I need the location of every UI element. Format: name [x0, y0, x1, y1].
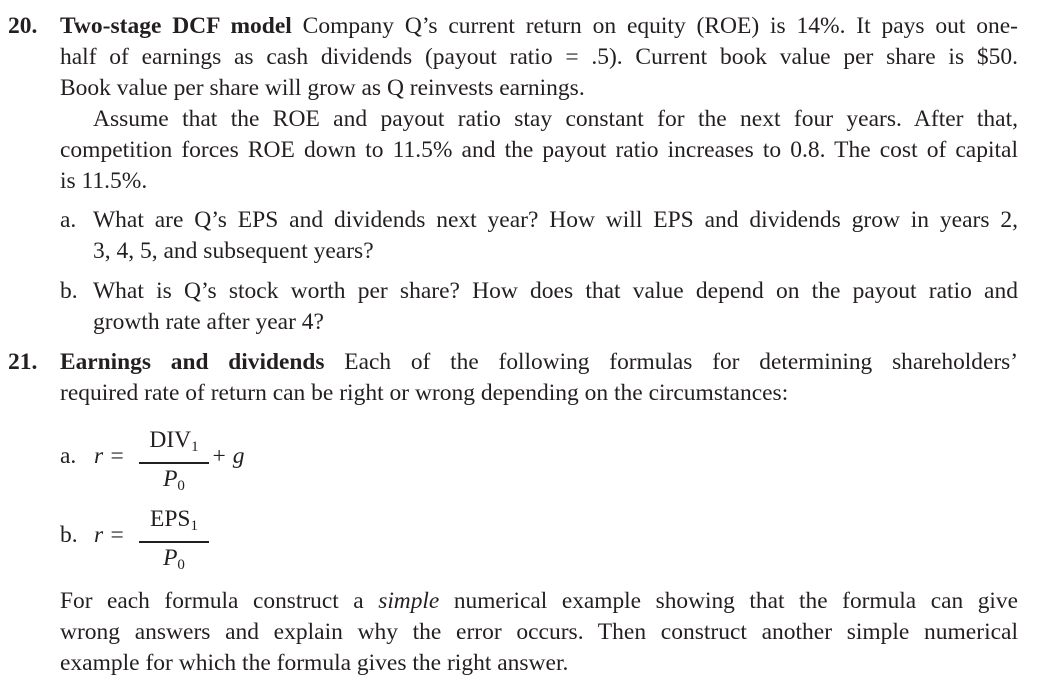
- problem-21-para-line-1: [60, 586, 1018, 616]
- problem-20-line-5: competition forces ROE down to 11.5% and the payout ratio increases to 0.8. The cost of capital: [60, 137, 1018, 163]
- formula-b-label: b.: [60, 522, 78, 548]
- formula-b-fraction: [139, 504, 209, 580]
- problem-20-line-1: [60, 11, 1018, 41]
- problem-21-number: 21.: [8, 349, 38, 375]
- formula-a-denominator-sub: 0: [177, 477, 185, 494]
- formula-b-numerator-sub: 1: [190, 518, 198, 534]
- problem-20-number: 20.: [8, 13, 38, 39]
- problem-20b-line-1: What is Q’s stock worth per share? How does that value depend on the payout ratio and: [93, 278, 1018, 304]
- problem-21-para-line-1-pre: For each formula construct a: [60, 588, 364, 614]
- problem-20-line-3: Book value per share will grow as Q reinvests earnings.: [60, 75, 585, 101]
- problem-21-heading: Earnings and dividends: [60, 349, 325, 375]
- problem-20-line-2: half of earnings as cash dividends (payout ratio = .5). Current book value per share is $50.: [60, 44, 1018, 70]
- problem-20-heading: Two-stage DCF model: [60, 13, 292, 39]
- problem-21-line-1: [60, 347, 1018, 377]
- formula-b-lhs: r =: [94, 522, 125, 548]
- formula-a-lhs: r =: [94, 443, 125, 469]
- problem-20a-line-2: 3, 4, 5, and subsequent years?: [93, 238, 374, 264]
- problem-21-para-line-1-post: numerical example showing that the formula can give: [453, 588, 1018, 614]
- problem-21-para-emphasis: simple: [378, 588, 440, 614]
- problem-20a-line-1: What are Q’s EPS and dividends next year? How will EPS and dividends grow in years 2,: [93, 207, 1018, 233]
- formula-b-numerator-text: EPS: [150, 506, 191, 532]
- formula-a-numerator-sub: 1: [191, 439, 199, 455]
- problem-21-line-2: required rate of return can be right or wrong depending on the circumstances:: [60, 380, 789, 406]
- formula-a-numerator: [139, 425, 209, 462]
- formula-a-tail-text: + g: [211, 443, 245, 469]
- problem-20a-label: a.: [60, 207, 77, 233]
- problem-20b-label: b.: [60, 278, 78, 304]
- formula-b-numerator: [139, 504, 209, 541]
- formula-a-denominator: [139, 464, 209, 501]
- formula-b-denominator-text: P: [163, 544, 178, 571]
- problem-20-line-4: Assume that the ROE and payout ratio stay constant for the next four years. After that,: [93, 106, 1018, 132]
- formula-a-label: a.: [60, 443, 77, 469]
- problem-20b-line-2: growth rate after year 4?: [93, 309, 324, 335]
- formula-b-denominator: [139, 543, 209, 580]
- problem-21-para-line-3: example for which the formula gives the right answer.: [60, 650, 569, 676]
- formula-a-fraction: [139, 425, 209, 501]
- problem-21-para-line-2: wrong answers and explain why the error occurs. Then construct another simple numerical: [60, 619, 1018, 645]
- problem-20-intro: Company Q’s current return on equity (ROE) is 14%. It pays out one-: [302, 13, 1018, 39]
- problem-21-intro: Each of the following formulas for determining shareholders’: [344, 349, 1018, 375]
- formula-a-tail: [211, 441, 244, 471]
- formula-b-denominator-sub: 0: [177, 556, 185, 573]
- formula-a-denominator-text: P: [163, 465, 178, 492]
- problem-20-line-6: is 11.5%.: [60, 168, 148, 194]
- formula-a-numerator-text: DIV: [149, 427, 192, 453]
